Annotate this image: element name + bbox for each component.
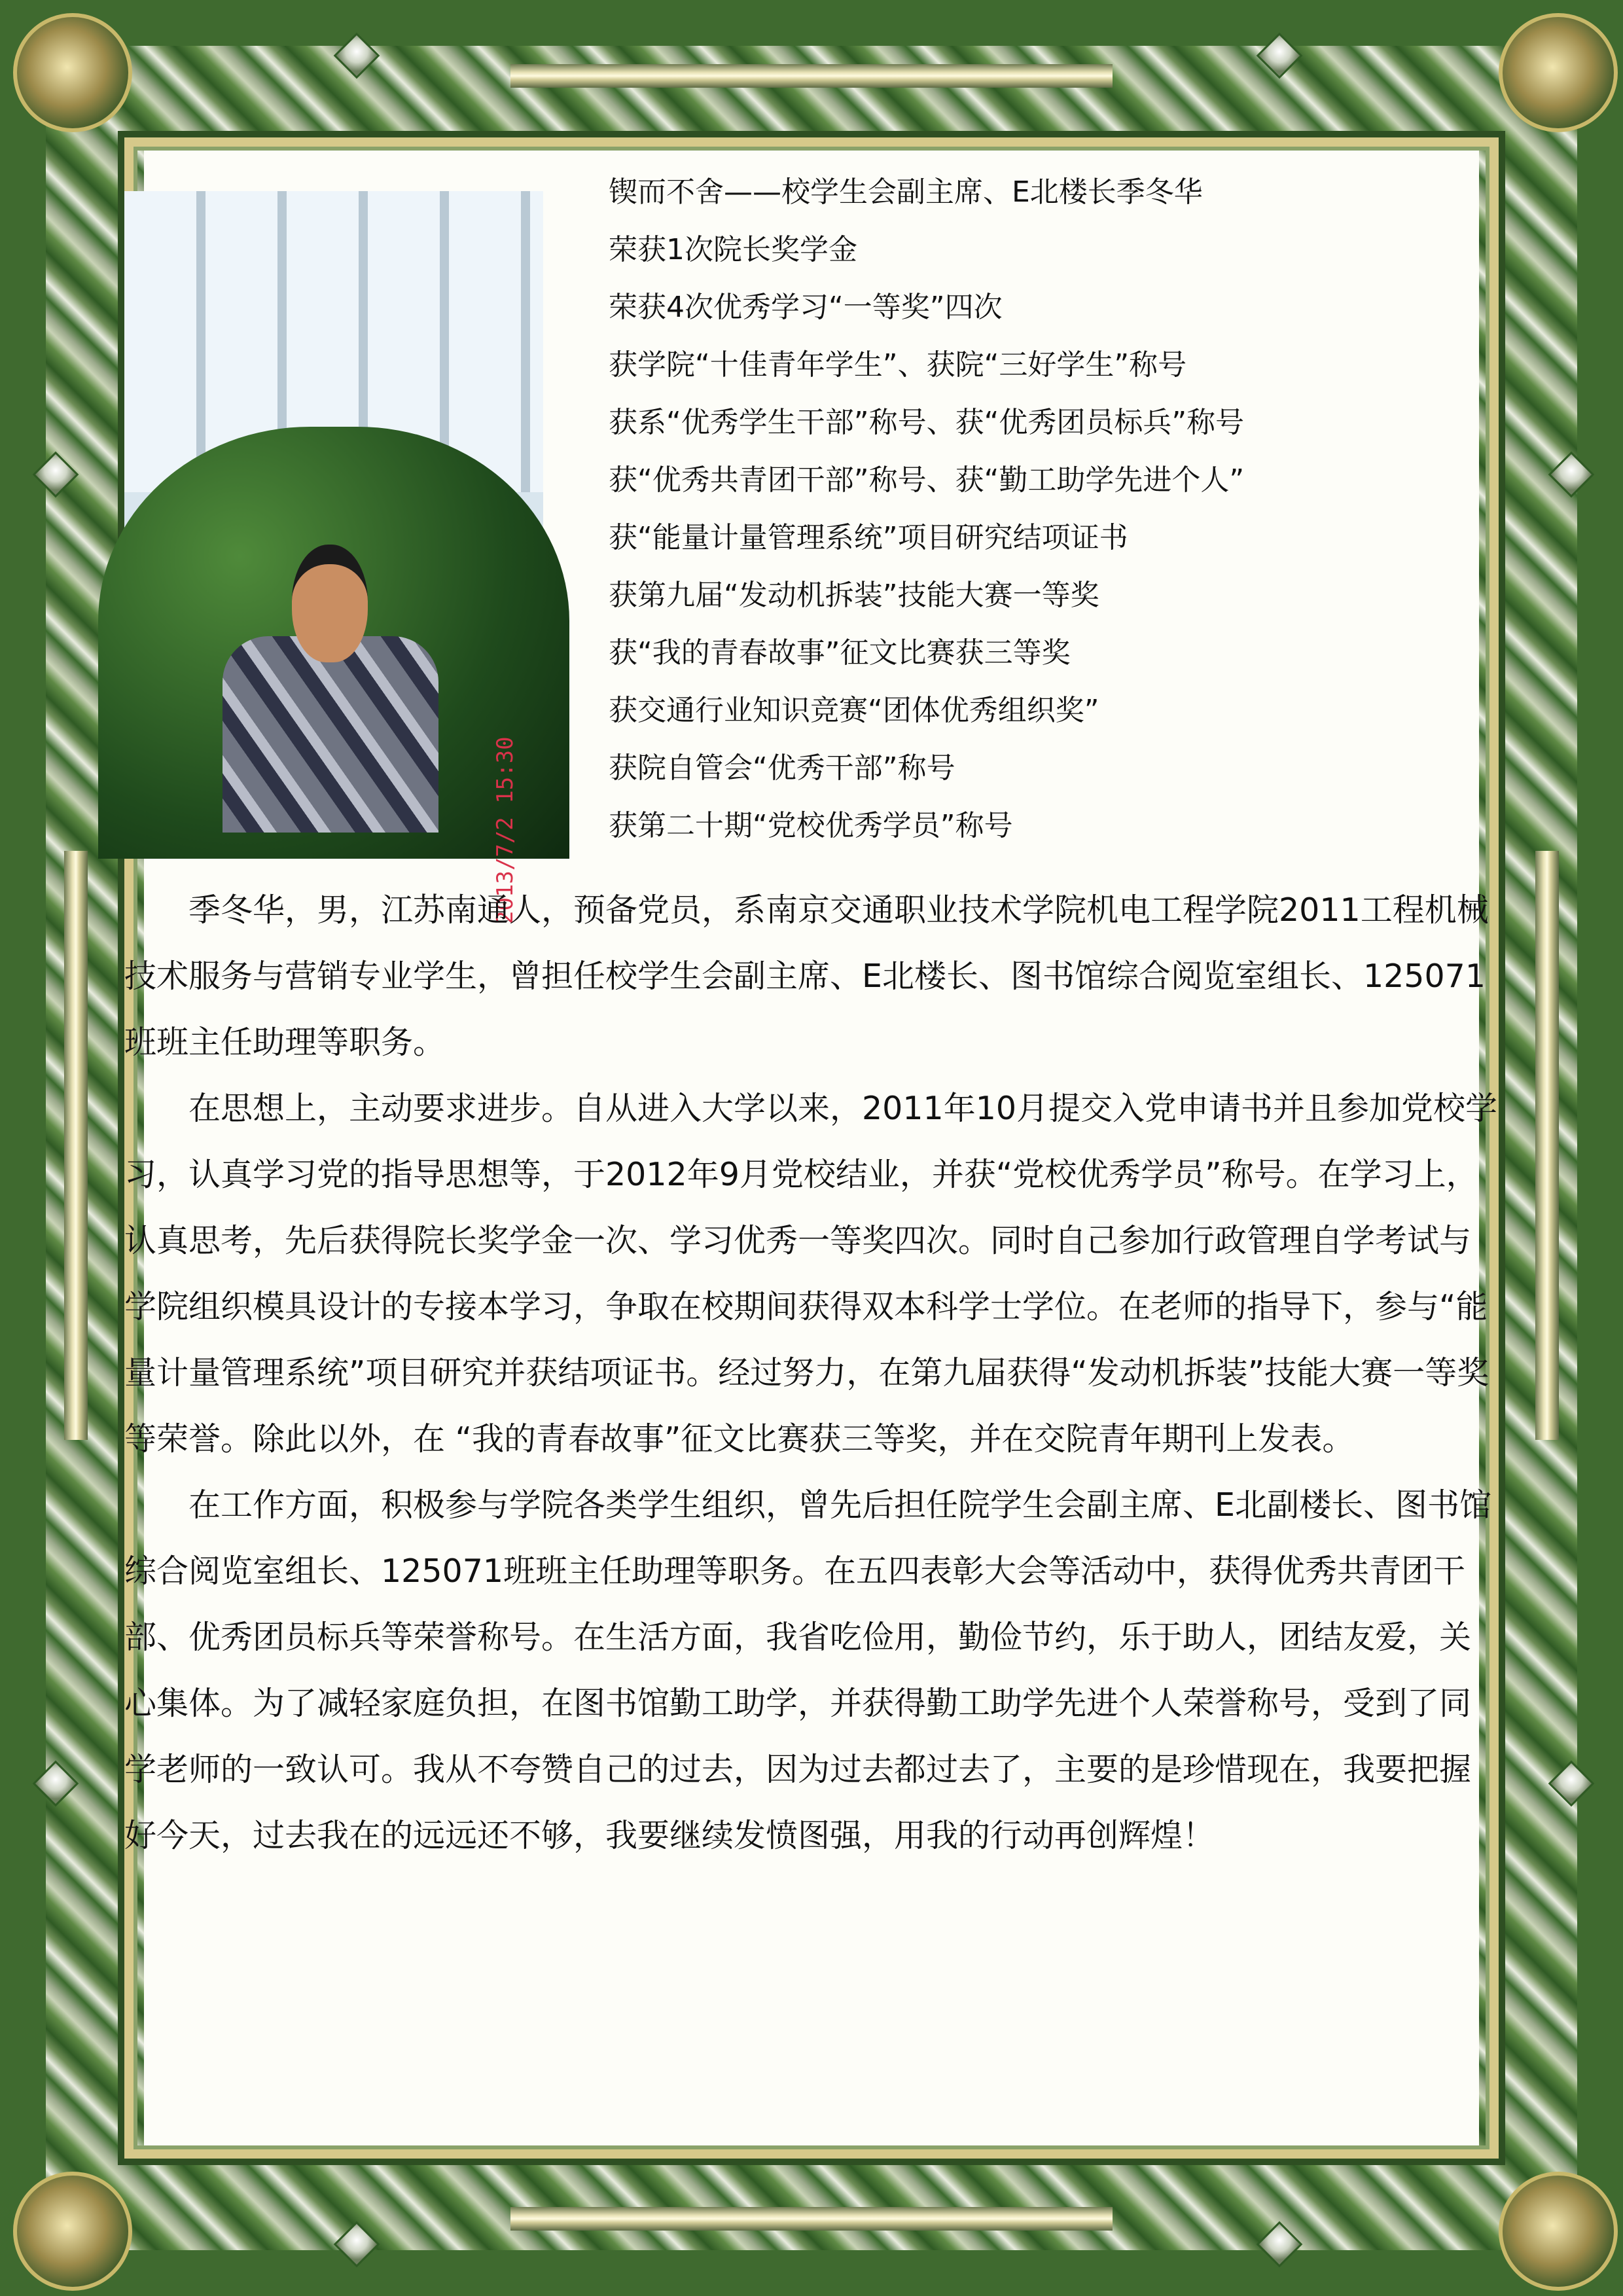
bio-paragraph-study: 在思想上，主动要求进步。自从进入大学以来，2011年10月提交入党申请书并且参加党校学习，认真学习党的指导思想等，于2012年9月党校结业，并获“党校优秀学员”称号。在学习上，认真思考，先后获得院长奖学金一次、学习优秀一等奖四次。同时自己参加行政管理自学考试与学院组织模具设计的专接本学习，争取在校期间获得双本科学士学位。在老师的指导下，参与“能量计量管理系统”项目研究并获结项证书。经过努力，在第九届获得“发动机拆装”技能大赛一等奖等荣誉。除此以外，在 “我的青春故事”征文比赛获三等奖，并在交院青年期刊上发表。 xyxy=(124,1090,1498,1458)
award-title-line: 锲而不舍——校学生会副主席、E北楼长季冬华 xyxy=(609,175,1203,209)
award-item: 获“我的青春故事”征文比赛获三等奖 xyxy=(609,636,1071,670)
awards-list xyxy=(609,164,1244,855)
award-item: 获“优秀共青团干部”称号、获“勤工助学先进个人” xyxy=(609,463,1245,497)
student-portrait-photo xyxy=(124,191,543,924)
award-item: 获学院“十佳青年学生”、获院“三好学生”称号 xyxy=(609,348,1187,382)
photo-person-shirt xyxy=(223,636,438,833)
award-item: 获第二十期“党校优秀学员”称号 xyxy=(609,809,1013,842)
photo-timestamp: 2013/7/2 15:30 xyxy=(492,736,518,924)
award-item: 获交通行业知识竞赛“团体优秀组织奖” xyxy=(609,694,1099,727)
award-item: 获第九届“发动机拆装”技能大赛一等奖 xyxy=(609,579,1099,612)
biography-text xyxy=(124,877,1499,1869)
bio-paragraph-intro: 季冬华，男，江苏南通人，预备党员，系南京交通职业技术学院机电工程学院2011工程机械技术服务与营销专业学生，曾担任校学生会副主席、E北楼长、图书馆综合阅览室组长、125071班班主任助理等职务。 xyxy=(124,891,1489,1061)
award-item: 荣获1次院长奖学金 xyxy=(609,233,857,266)
award-item: 获院自管会“优秀干部”称号 xyxy=(609,751,955,785)
award-item: 荣获4次优秀学习“一等奖”四次 xyxy=(609,291,1003,324)
award-item: 获系“优秀学生干部”称号、获“优秀团员标兵”称号 xyxy=(609,406,1245,439)
photo-person-head xyxy=(292,545,368,662)
bio-paragraph-work: 在工作方面，积极参与学院各类学生组织，曾先后担任院学生会副主席、E北副楼长、图书馆综合阅览室组长、125071班班主任助理等职务。在五四表彰大会等活动中，获得优秀共青团干部、优秀团员标兵等荣誉称号。在生活方面，我省吃俭用，勤俭节约，乐于助人，团结友爱，关心集体。为了减轻家庭负担，在图书馆勤工助学，并获得勤工助学先进个人荣誉称号，受到了同学老师的一致认可。我从不夸赞自己的过去，因为过去都过去了，主要的是珍惜现在，我要把握好今天，过去我在的远远还不够，我要继续发愤图强，用我的行动再创辉煌！ xyxy=(124,1486,1491,1854)
award-item: 获“能量计量管理系统”项目研究结项证书 xyxy=(609,521,1128,554)
